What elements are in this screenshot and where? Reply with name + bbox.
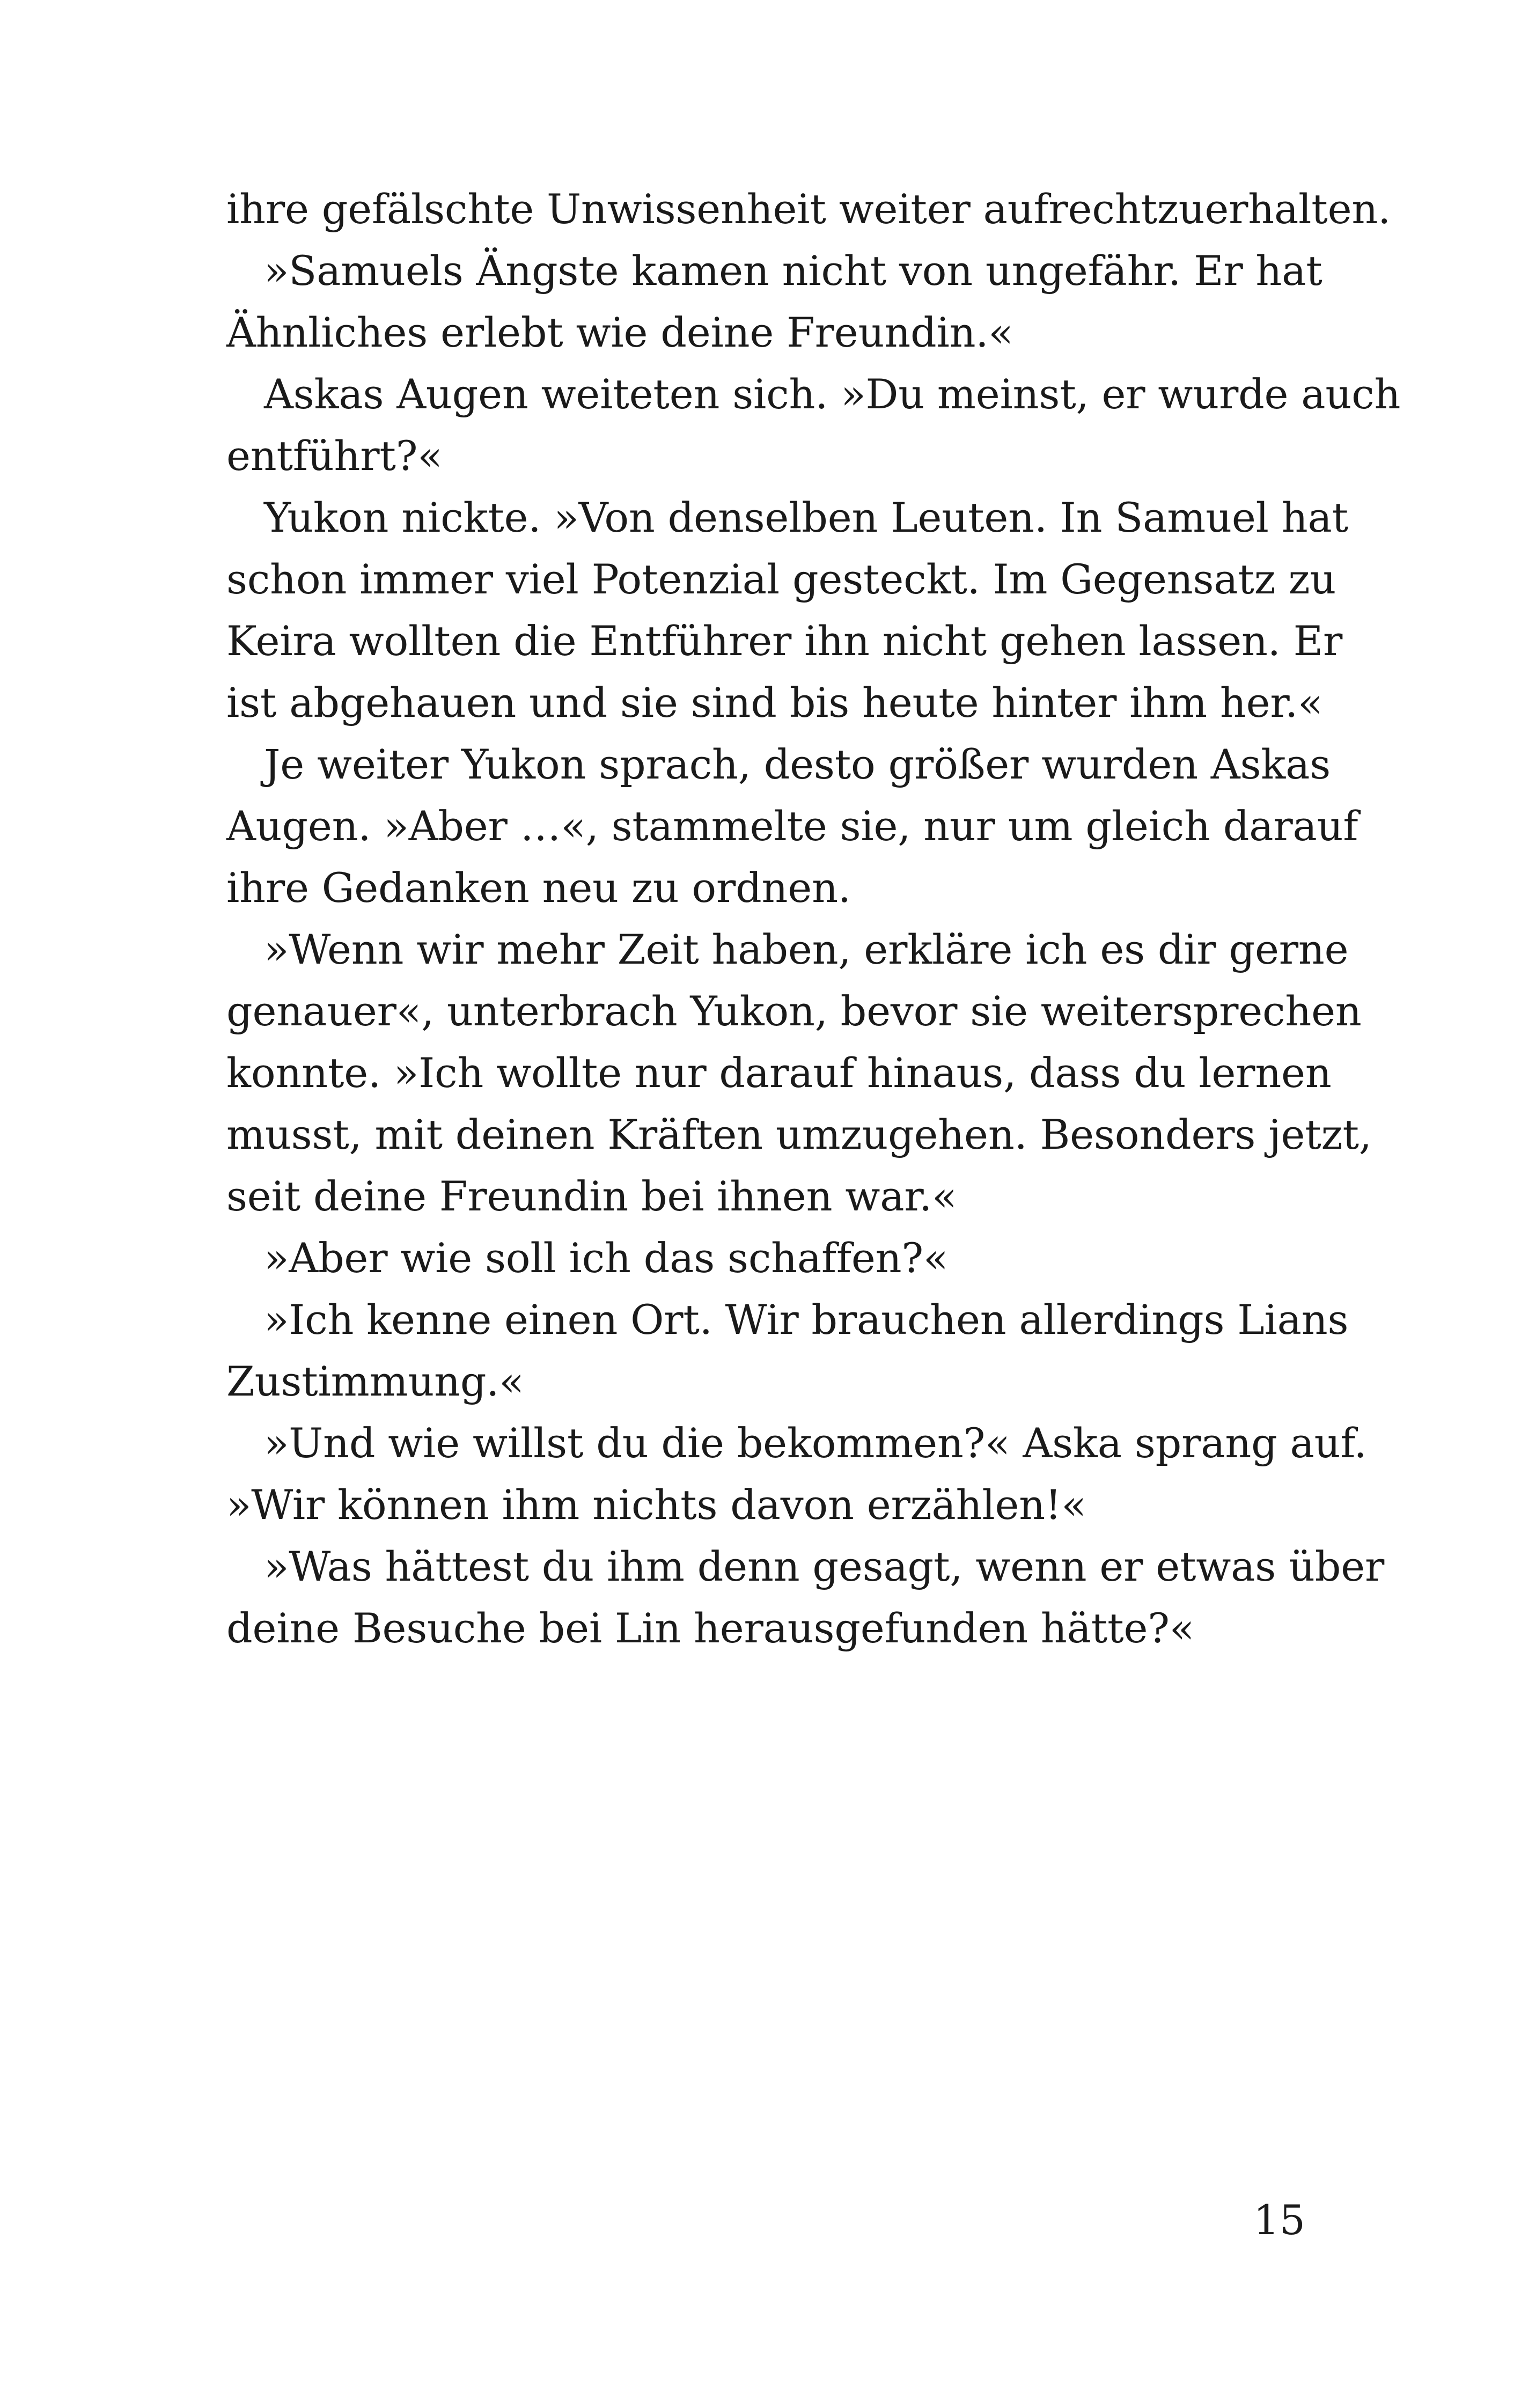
- text-line: »Und wie willst du die bekommen?« Aska sprang auf.: [264, 1419, 1367, 1467]
- body-text: [226, 178, 1401, 1659]
- text-line: ihre gefälschte Unwissenheit weiter aufrechtzuerhalten.: [226, 185, 1391, 233]
- text-line: »Wir können ihm nichts davon erzählen!«: [226, 1481, 1086, 1529]
- text-line: ihre Gedanken neu zu ordnen.: [226, 864, 851, 912]
- text-line: Zustimmung.«: [226, 1357, 524, 1405]
- text-line: Augen. »Aber …«, stammelte sie, nur um gleich darauf: [226, 802, 1358, 850]
- text-line: schon immer viel Potenzial gesteckt. Im Gegensatz zu: [226, 555, 1336, 603]
- text-line: Keira wollten die Entführer ihn nicht gehen lassen. Er: [226, 617, 1343, 665]
- text-line: entführt?«: [226, 432, 443, 480]
- text-line: Askas Augen weiteten sich. »Du meinst, er wurde auch: [264, 370, 1401, 418]
- text-line: genauer«, unterbrach Yukon, bevor sie weitersprechen: [226, 987, 1362, 1035]
- text-line: Ähnliches erlebt wie deine Freundin.«: [226, 309, 1013, 356]
- text-line: musst, mit deinen Kräften umzugehen. Besonders jetzt,: [226, 1111, 1372, 1158]
- text-line: Yukon nickte. »Von denselben Leuten. In Samuel hat: [264, 494, 1348, 541]
- page-number: 15: [1253, 2196, 1305, 2244]
- text-line: Je weiter Yukon sprach, desto größer wurden Askas: [264, 740, 1331, 788]
- text-line: seit deine Freundin bei ihnen war.«: [226, 1172, 957, 1220]
- text-line: »Was hättest du ihm denn gesagt, wenn er etwas über: [264, 1543, 1385, 1590]
- text-line: »Aber wie soll ich das schaffen?«: [264, 1234, 949, 1282]
- text-line: »Samuels Ängste kamen nicht von ungefähr. Er hat: [264, 247, 1322, 295]
- text-line: ist abgehauen und sie sind bis heute hinter ihm her.«: [226, 679, 1323, 726]
- text-line: »Wenn wir mehr Zeit haben, erkläre ich es dir gerne: [264, 926, 1349, 973]
- text-line: »Ich kenne einen Ort. Wir brauchen allerdings Lians: [264, 1296, 1349, 1344]
- text-line: konnte. »Ich wollte nur darauf hinaus, dass du lernen: [226, 1049, 1332, 1097]
- text-line: deine Besuche bei Lin herausgefunden hätte?«: [226, 1604, 1195, 1652]
